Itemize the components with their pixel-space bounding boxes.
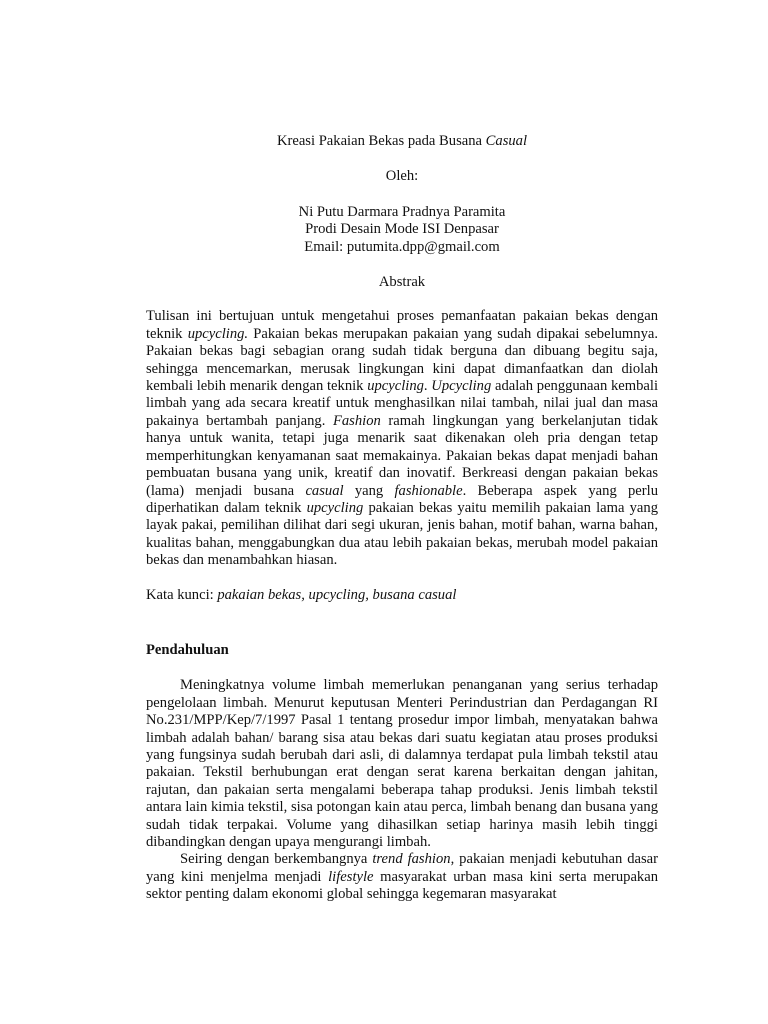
text-run: adalah penggunaan kembali limbah yang ada secara kreatif untuk menghasilkan nilai tambah, nilai jual dan masa pakainya bertambah panjang. — [146, 378, 658, 429]
text-run: . Beberapa aspek yang perlu diperhatikan dalam teknik — [146, 482, 658, 516]
paper-title — [146, 133, 658, 150]
text-run: Seiring dengan berkembangnya — [180, 851, 373, 868]
italic-text-run: lifestyle — [328, 868, 374, 885]
text-run: pakaian bekas yaitu memilih pakaian lama yang layak pakai, pemilihan dilihat dari segi ukuran, jenis bahan, motif bahan, warna bahan, kualitas bahan, menggabungkan dua atau lebih pakaian bekas, merubah model pakaian bekas dan menambahkan hiasan. — [146, 499, 658, 569]
abstract-heading: Abstrak — [378, 274, 426, 291]
italic-text-run: Fashion — [332, 412, 381, 429]
section-heading: Pendahuluan — [146, 641, 229, 658]
text-run: Pakaian bekas merupakan pakaian yang sudah dipakai sebelumnya. Pakaian bekas bagi sebagian orang sudah tidak berguna dan dibuang begitu saja, sehingga mencemarkan, merusak lingkungan kini dapat dimanfaatkan dan diolah kembali lebih menarik dengan teknik — [146, 325, 658, 395]
text-run: , pakaian menjadi kebutuhan dasar yang kini menjelma menjadi — [146, 851, 658, 885]
abstract-paragraph — [146, 308, 658, 569]
text-run: ramah lingkungan yang berkelanjutan tidak hanya untuk wanita, tetapi juga menarik saat dikenakan oleh pria dengan tetap memperhitungkan kenyamanan saat memakainya. Pakaian bekas dapat menjadi bahan pembuatan busana yang unik, kreatif dan inovatif. Berkreasi dengan pakaian bekas (lama) menjadi busana — [146, 412, 658, 499]
paper-title-text: Kreasi Pakaian Bekas pada Busana — [276, 133, 483, 149]
by-label: Oleh: — [385, 168, 419, 185]
italic-text-run: upcycling — [306, 499, 364, 516]
text-run: yang — [343, 482, 395, 499]
intro-paragraph-2 — [146, 851, 658, 903]
author-block — [146, 204, 658, 256]
document-body — [146, 133, 658, 904]
italic-text-run: upcycling. — [187, 325, 249, 342]
italic-text-run: Upcycling — [431, 378, 492, 395]
author-name: Ni Putu Darmara Pradnya Paramita — [298, 203, 506, 220]
text-run: Tulisan ini bertujuan untuk mengetahui proses pemanfaatan pakaian bekas dengan teknik — [146, 308, 658, 342]
italic-text-run: upcycling — [367, 378, 424, 395]
italic-text-run: casual — [305, 482, 344, 499]
text-run: Meningkatnya volume limbah memerlukan penanganan yang serius terhadap pengelolaan limbah. Menurut keputusan Menteri Perindustrian dan Perdagangan RI No.231/MPP/Kep/7/1997 Pasal 1 tentang prosedur impor limbah, menyatakan bahwa limbah adalah bahan/ barang sisa atau bekas dari suatu kegiatan atau proses produksi yang fungsinya sudah berubah dari asli, di dalamnya terdapat pula limbah tekstil atau pakaian. Tekstil berhubungan erat dengan serat karena berkaitan dengan jahitan, rajutan, dan pakaian serta mengalami beberapa tahap produksi. Jenis limbah tekstil antara lain kimia tekstil, sisa potongan kain atau perca, limbah benang dan busana yang sudah tidak terpakai. Volume yang dihasilkan setiap harinya masih lebih tinggi dibandingkan dengan upaya mengurangi limbah. — [146, 677, 658, 850]
keywords-label: Kata kunci: — [146, 586, 218, 603]
author-affiliation: Prodi Desain Mode ISI Denpasar — [305, 221, 499, 238]
keywords-value: pakaian bekas, upcycling, busana casual — [217, 586, 457, 603]
author-email: Email: putumita.dpp@gmail.com — [304, 238, 500, 255]
text-run: . — [423, 378, 432, 395]
keywords-line — [146, 587, 658, 604]
text-run: masyarakat urban masa kini serta merupakan sektor penting dalam ekonomi global sehingga kegemaran masyarakat — [146, 868, 659, 903]
intro-paragraph-1 — [146, 677, 658, 851]
italic-text-run: fashionable — [394, 482, 463, 499]
paper-title-italic: Casual — [485, 133, 528, 149]
italic-text-run: trend fashion — [372, 851, 451, 868]
